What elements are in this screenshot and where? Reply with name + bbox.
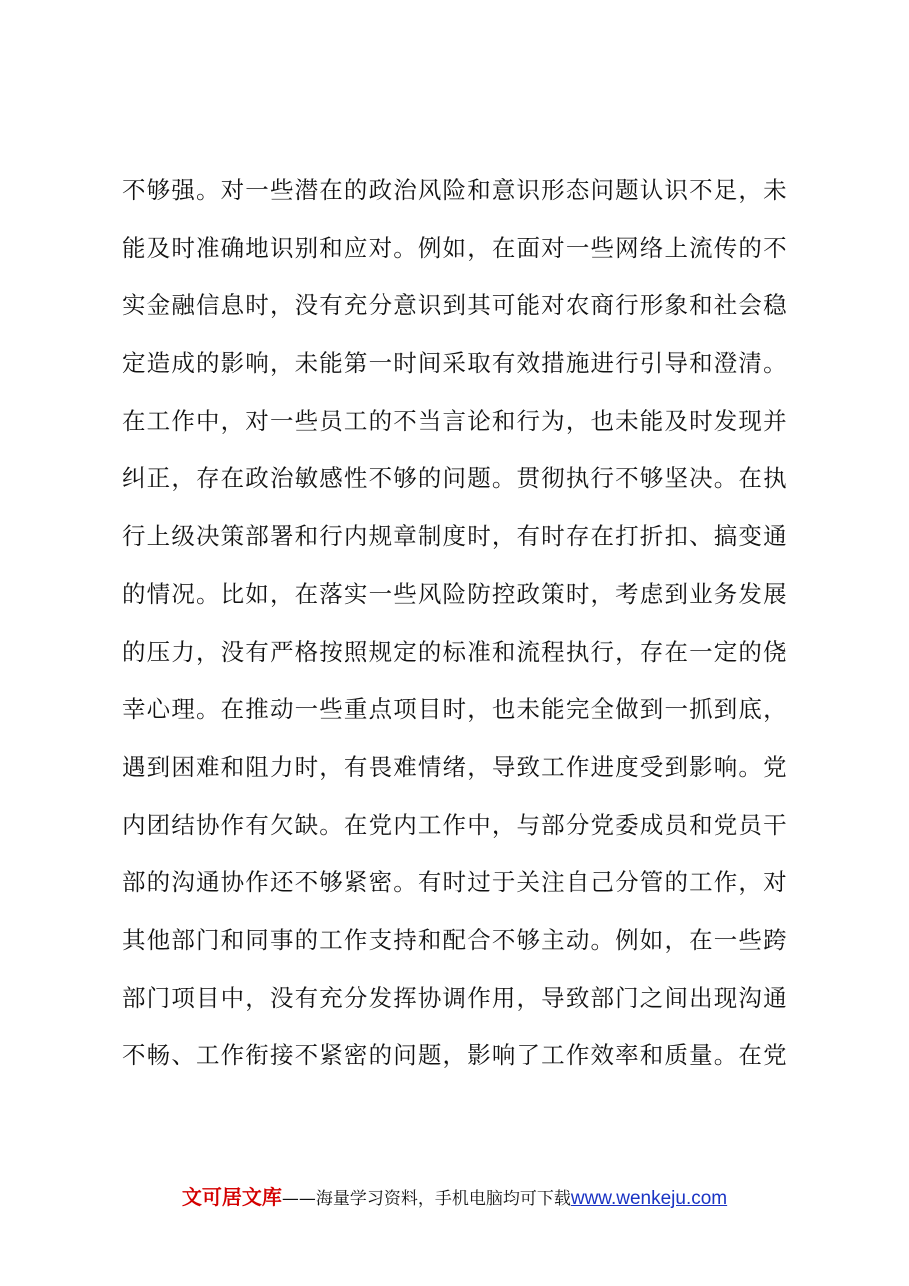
text-line: 幸心理。在推动一些重点项目时，也未能完全做到一抓到底， [122,695,787,724]
text-line: 能及时准确地识别和应对。例如，在面对一些网络上流传的不 [122,233,787,262]
text-line: 不够强。对一些潜在的政治风险和意识形态问题认识不足，未 [122,176,787,204]
text-line: 的情况。比如，在落实一些风险防控政策时，考虑到业务发展 [122,579,787,608]
text-line: 不畅、工作衔接不紧密的问题，影响了工作效率和质量。在党 [122,1041,787,1070]
footer-website-link[interactable]: www.wenkeju.com [570,1188,728,1209]
text-line: 部的沟通协作还不够紧密。有时过于关注自己分管的工作，对 [122,868,787,897]
text-line: 在工作中，对一些员工的不当言论和行为，也未能及时发现并 [122,406,787,435]
text-line: 行上级决策部署和行内规章制度时，有时存在打折扣、搞变通 [122,522,787,551]
text-line: 的压力，没有严格按照规定的标准和流程执行，存在一定的侥 [122,637,787,666]
text-line: 遇到困难和阻力时，有畏难情绪，导致工作进度受到影响。党 [122,752,787,781]
text-line: 纠正，存在政治敏感性不够的问题。贯彻执行不够坚决。在执 [122,464,787,493]
text-line: 定造成的影响，未能第一时间采取有效措施进行引导和澄清。 [122,349,787,378]
footer-tagline: ——海量学习资料，手机电脑均可下载 [281,1189,571,1209]
text-line: 部门项目中，没有充分发挥协调作用，导致部门之间出现沟通 [122,983,787,1012]
footer-banner [0,1181,909,1210]
document-body [122,162,787,1085]
footer-brand: 文可居文库 [181,1185,282,1209]
text-line: 实金融信息时，没有充分意识到其可能对农商行形象和社会稳 [122,291,787,320]
text-line: 其他部门和同事的工作支持和配合不够主动。例如，在一些跨 [122,925,787,954]
text-line: 内团结协作有欠缺。在党内工作中，与部分党委成员和党员干 [122,810,787,839]
